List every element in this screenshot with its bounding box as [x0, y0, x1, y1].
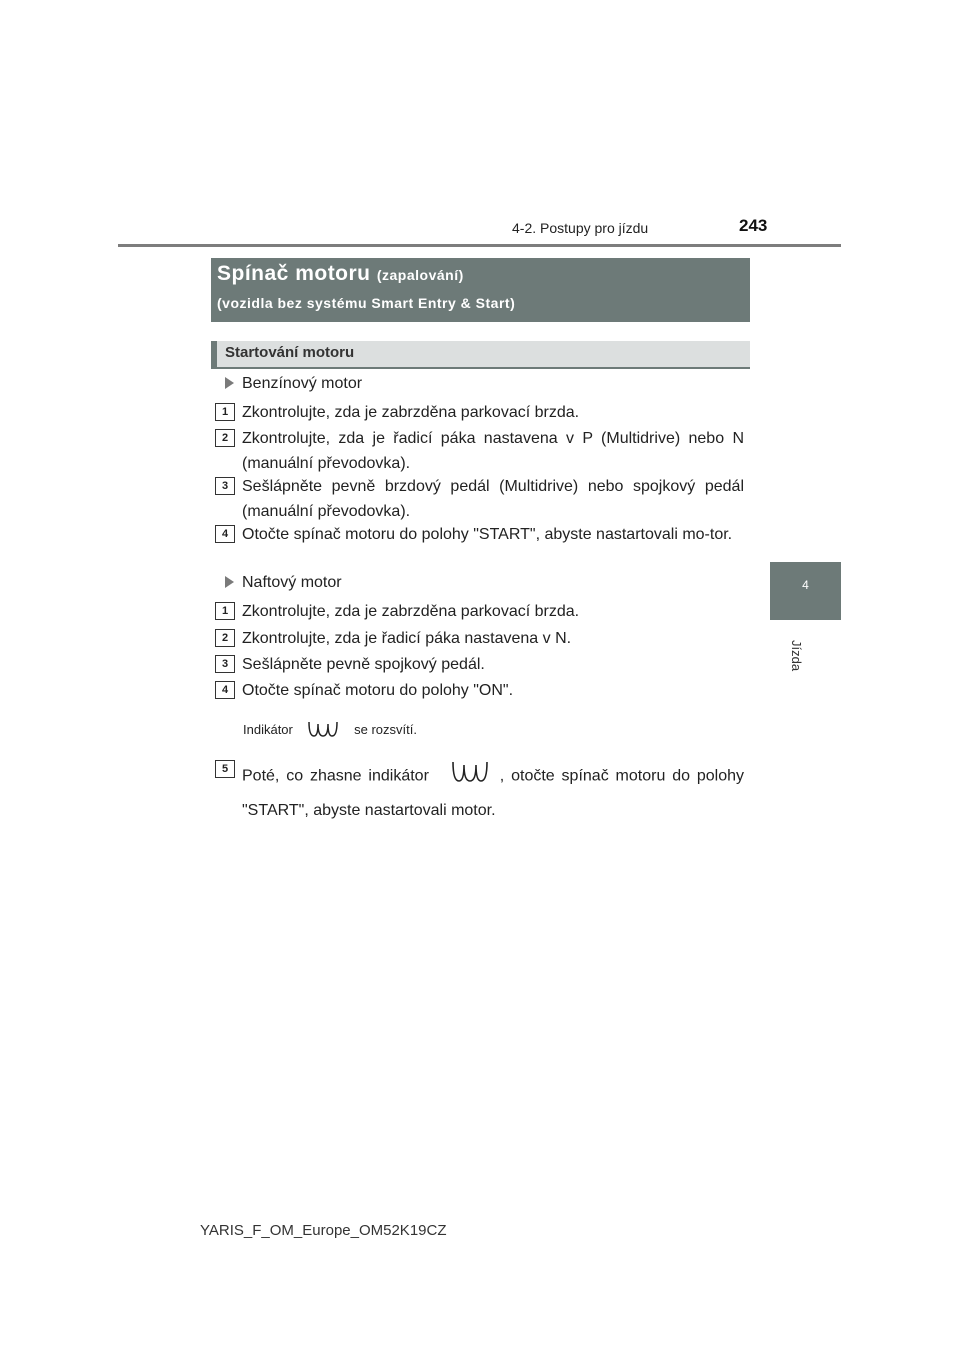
step-text: Sešlápněte pevně brzdový pedál (Multidrive) nebo spojkový pedál (manuální převodovka).	[242, 478, 744, 520]
step-number: 4	[215, 681, 235, 699]
chapter-label: Jízda	[789, 640, 804, 672]
chapter-number: 4	[802, 578, 809, 592]
chapter-tab	[770, 562, 841, 620]
step-number: 4	[215, 525, 235, 543]
step-number: 2	[215, 429, 235, 447]
document-code: YARIS_F_OM_Europe_OM52K19CZ	[200, 1222, 447, 1239]
glow-plug-icon	[305, 718, 341, 743]
triangle-bullet-icon	[225, 576, 234, 588]
indicator-note: Indikátor se rozsvítí.	[243, 718, 417, 743]
step-number: 5	[215, 760, 235, 778]
step-text: Zkontrolujte, zda je zabrzděna parkovací brzda.	[242, 404, 580, 421]
gasoline-heading: Benzínový motor	[225, 375, 362, 393]
step-number: 3	[215, 655, 235, 673]
triangle-bullet-icon	[225, 377, 234, 389]
step-text: Zkontrolujte, zda je řadicí páka nastavena v P (Multidrive) nebo N (manuální převodovka).	[242, 430, 744, 472]
subheading-box	[211, 341, 750, 369]
step-text: Zkontrolujte, zda je řadicí páka nastavena v N.	[242, 630, 572, 647]
step-text: Sešlápněte pevně spojkový pedál.	[242, 656, 485, 673]
header-rule	[118, 244, 841, 247]
step-number: 3	[215, 477, 235, 495]
step-number: 1	[215, 403, 235, 421]
step-number: 1	[215, 602, 235, 620]
title-box	[211, 258, 750, 322]
glow-plug-icon	[448, 757, 492, 796]
page-title	[217, 262, 464, 286]
diesel-heading: Naftový motor	[225, 574, 342, 592]
step-text: Zkontrolujte, zda je zabrzděna parkovací brzda.	[242, 603, 580, 620]
subheading: Startování motoru	[225, 344, 355, 361]
step-number: 2	[215, 629, 235, 647]
page-number: 243	[739, 216, 768, 235]
page-title-main: Spínač motoru	[217, 262, 371, 285]
section-title: 4-2. Postupy pro jízdu	[512, 220, 649, 236]
step-text: Poté, co zhasne indikátor , otočte spínač motoru do polohy "START", abyste nastartovali motor.	[242, 757, 744, 826]
page-title-second: (vozidla bez systému Smart Entry & Start)	[217, 295, 516, 311]
step-text: Otočte spínač motoru do polohy "START", abyste nastartovali mo-tor.	[242, 526, 733, 543]
page-title-suffix: (zapalování)	[376, 267, 464, 283]
step-text: Otočte spínač motoru do polohy "ON".	[242, 682, 514, 699]
